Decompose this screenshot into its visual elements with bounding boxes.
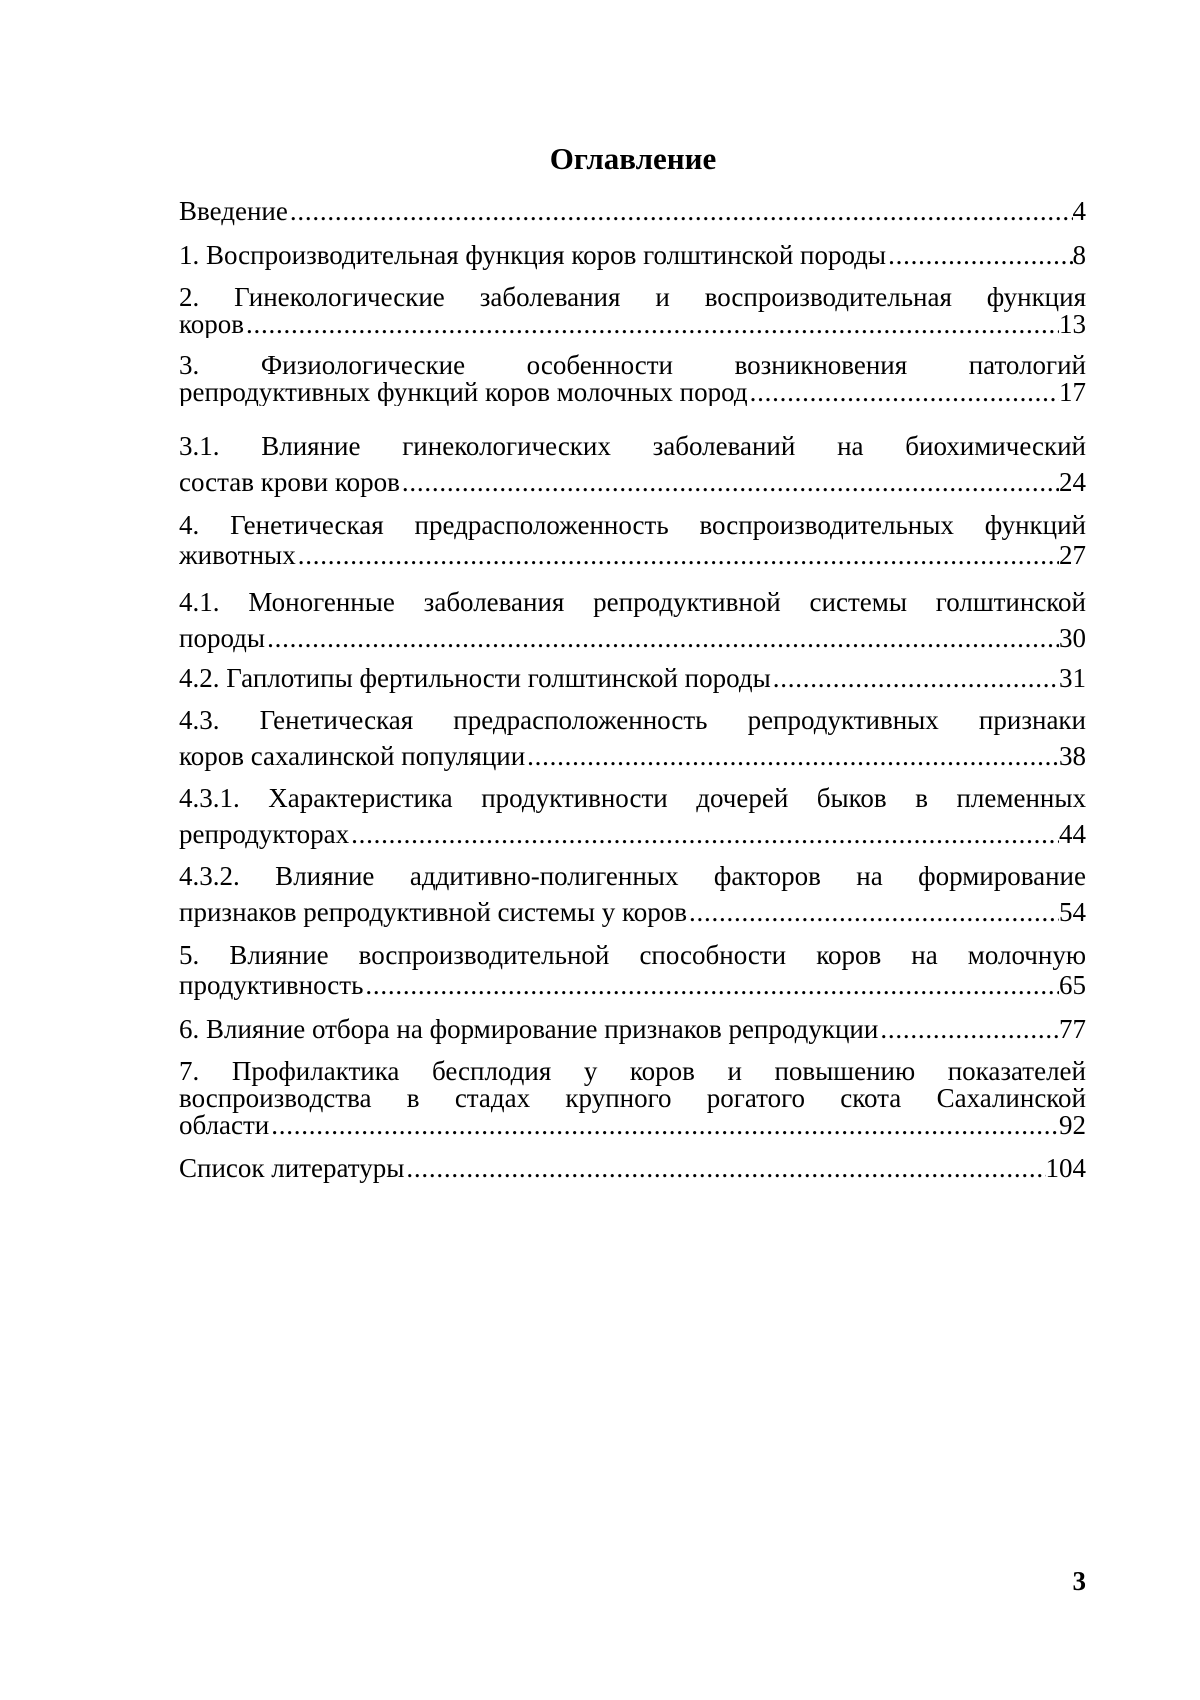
dot-leader xyxy=(349,816,1059,852)
toc-entry-page: 8 xyxy=(1072,240,1086,270)
toc-entry-last-line xyxy=(179,970,1086,1000)
toc-entry-page: 30 xyxy=(1059,623,1086,653)
toc-entry xyxy=(179,584,1086,656)
toc-entry-page: 31 xyxy=(1059,663,1086,693)
toc-entry-page: 44 xyxy=(1059,819,1086,849)
toc-entry-line: 3. Физиологические особенности возникновения патологий xyxy=(179,352,1086,380)
toc-entry-last-line xyxy=(179,894,1086,930)
toc-entry-text: состав крови коров xyxy=(179,467,400,497)
dot-leader xyxy=(525,738,1059,774)
toc-entry xyxy=(179,428,1086,500)
toc-entry-page: 17 xyxy=(1059,377,1086,406)
toc-entry xyxy=(179,1058,1086,1139)
toc-entry-text: 4.2. Гаплотипы фертильности голштинской породы xyxy=(179,663,771,693)
dot-leader xyxy=(288,196,1073,226)
toc-entry xyxy=(179,284,1086,338)
toc-entry xyxy=(179,1014,1086,1044)
toc-entry-page: 65 xyxy=(1059,970,1086,1000)
toc-entry-page: 38 xyxy=(1059,741,1086,771)
toc-entry-text: коров сахалинской популяции xyxy=(179,741,526,771)
toc-entry-text: 1. Воспроизводительная функция коров голштинской породы xyxy=(179,240,887,270)
toc-entry xyxy=(179,196,1086,226)
toc-entry xyxy=(179,780,1086,852)
toc-entry-last-line xyxy=(179,379,1086,406)
dot-leader xyxy=(886,240,1072,270)
dot-leader xyxy=(400,464,1059,500)
toc-entry-page: 54 xyxy=(1059,897,1086,927)
toc-entry-line: 4.3.2. Влияние аддитивно-полигенных факторов на формирование xyxy=(179,861,1086,891)
toc-entry xyxy=(179,858,1086,930)
toc-entry-text: породы xyxy=(179,623,266,653)
toc-entry xyxy=(179,510,1086,570)
dot-leader xyxy=(771,660,1059,696)
toc-entry-text: репродуктивных функций коров молочных пород xyxy=(179,377,748,406)
toc-entry-last-line xyxy=(179,240,1086,270)
dot-leader xyxy=(687,894,1059,930)
toc-entry-text: репродукторах xyxy=(179,819,350,849)
toc-entry-last-line xyxy=(179,738,1086,774)
toc-entry-last-line xyxy=(179,1153,1086,1183)
toc-entry-page: 24 xyxy=(1059,467,1086,497)
dot-leader xyxy=(363,970,1059,1000)
toc-entry xyxy=(179,940,1086,1000)
table-of-contents xyxy=(179,196,1086,1183)
toc-entry-text: животных xyxy=(179,540,296,570)
toc-entry-line: 4.1. Моногенные заболевания репродуктивной системы голштинской xyxy=(179,587,1086,617)
toc-entry-text: признаков репродуктивной системы у коров xyxy=(179,897,687,927)
toc-entry xyxy=(179,702,1086,774)
toc-entry-page: 77 xyxy=(1059,1014,1086,1044)
dot-leader xyxy=(269,1112,1059,1139)
dot-leader xyxy=(296,540,1059,570)
toc-entry xyxy=(179,352,1086,406)
toc-entry-text: продуктивность xyxy=(179,970,364,1000)
toc-entry-last-line xyxy=(179,311,1086,338)
toc-entry-last-line xyxy=(179,816,1086,852)
dot-leader xyxy=(748,379,1059,406)
toc-entry-page: 13 xyxy=(1059,309,1086,338)
toc-entry-last-line xyxy=(179,196,1086,226)
toc-title: Оглавление xyxy=(549,141,717,176)
toc-entry-line: 4. Генетическая предрасположенность воспроизводительных функций xyxy=(179,510,1086,540)
toc-entry-line: 4.3. Генетическая предрасположенность репродуктивных признаки xyxy=(179,705,1086,735)
dot-leader xyxy=(265,620,1059,656)
toc-entry-line: 7. Профилактика бесплодия у коров и повышению показателей xyxy=(179,1058,1086,1086)
toc-entry-line: воспроизводства в стадах крупного рогатого скота Сахалинской xyxy=(179,1083,1086,1113)
toc-entry xyxy=(179,1153,1086,1183)
toc-entry-page: 104 xyxy=(1045,1153,1086,1183)
toc-entry-line: 3.1. Влияние гинекологических заболеваний на биохимический xyxy=(179,431,1086,461)
dot-leader xyxy=(404,1153,1045,1183)
toc-entry-page: 92 xyxy=(1059,1110,1086,1139)
toc-entry-last-line xyxy=(179,1112,1086,1139)
toc-entry-last-line xyxy=(179,540,1086,570)
toc-entry-page: 27 xyxy=(1059,540,1086,570)
toc-entry-text: 6. Влияние отбора на формирование признаков репродукции xyxy=(179,1014,879,1044)
toc-entry-line: 2. Гинекологические заболевания и воспроизводительная функция xyxy=(179,284,1086,312)
toc-entry-last-line xyxy=(179,660,1086,696)
toc-entry-text: области xyxy=(179,1110,270,1139)
toc-entry-text: Введение xyxy=(179,196,288,226)
toc-entry-page: 4 xyxy=(1072,196,1086,226)
toc-entry-text: коров xyxy=(179,309,244,338)
toc-entry-text: Список литературы xyxy=(179,1153,405,1183)
toc-entry-last-line xyxy=(179,1014,1086,1044)
dot-leader xyxy=(244,311,1059,338)
toc-entry-last-line xyxy=(179,620,1086,656)
toc-entry-line: 5. Влияние воспроизводительной способности коров на молочную xyxy=(179,940,1086,970)
toc-entry xyxy=(179,240,1086,270)
toc-entry xyxy=(179,660,1086,696)
toc-entry-last-line xyxy=(179,464,1086,500)
dot-leader xyxy=(878,1014,1059,1044)
toc-entry-line: 4.3.1. Характеристика продуктивности дочерей быков в племенных xyxy=(179,783,1086,813)
page-number: 3 xyxy=(1072,1566,1086,1596)
